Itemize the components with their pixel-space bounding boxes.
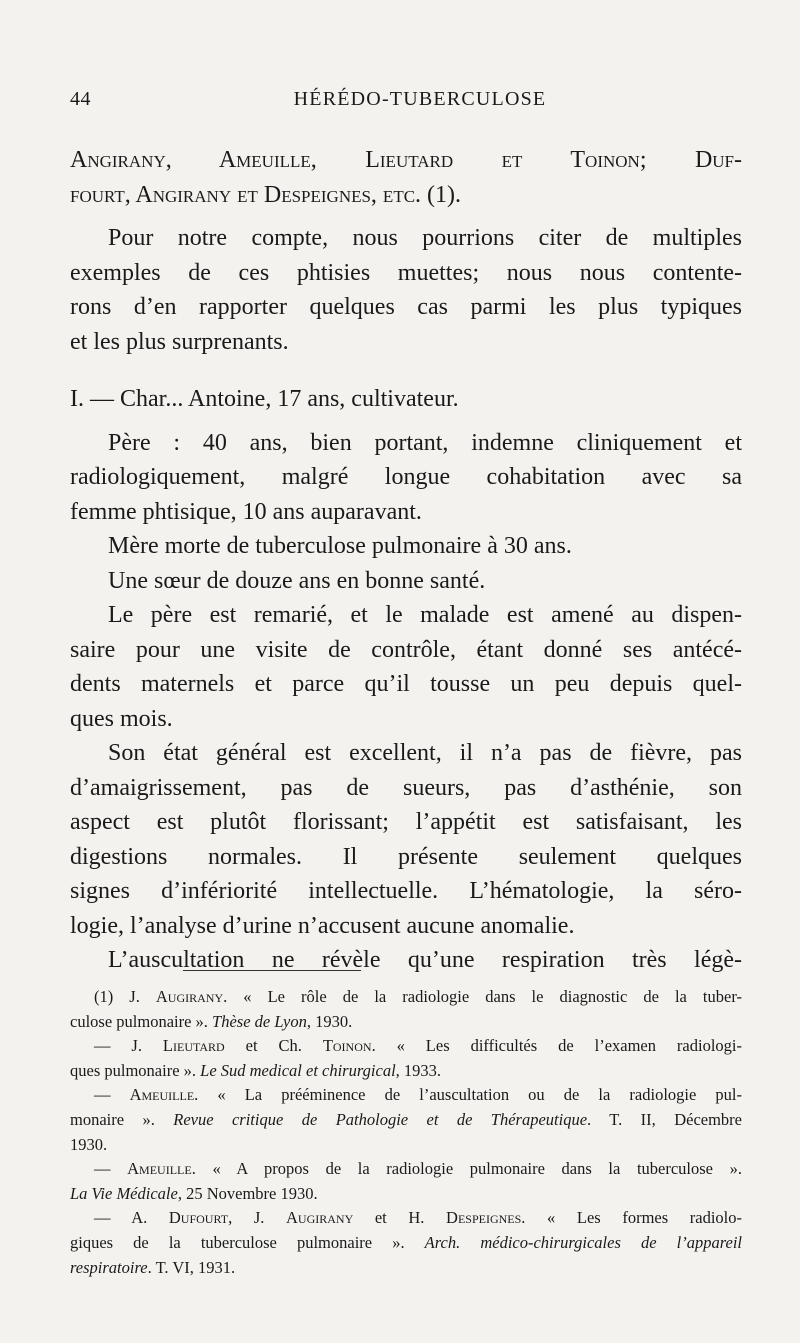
text-line: Mère morte de tuberculose pulmonaire à 30 ans.	[108, 533, 572, 559]
footnote-author: Ameuille	[129, 1085, 195, 1105]
text-line: L’auscultation ne révèle qu’une respiration très légè-	[108, 947, 742, 973]
case-heading: I. — Char... Antoine, 17 ans, cultivateur.	[70, 386, 459, 412]
text-line: Père : 40 ans, bien portant, indemne cliniquement et	[108, 429, 742, 456]
text-line: ques mois.	[70, 705, 173, 732]
footnote-source: respiratoire	[70, 1257, 148, 1277]
footnote-text: giques de la tuberculose pulmonaire ».	[70, 1232, 425, 1252]
footnote-line	[70, 1083, 742, 1108]
footnote-author: Toinon	[322, 1036, 372, 1056]
footnote-prefix: (1) J.	[94, 987, 156, 1006]
footnote-text: ques pulmonaire ».	[70, 1060, 201, 1080]
footnotes	[70, 985, 742, 1280]
text-line: femme phtisique, 10 ans auparavant.	[70, 498, 422, 525]
footnote-source: La Vie Médicale	[70, 1183, 178, 1203]
footnote-rule	[183, 970, 361, 971]
footnote-line	[70, 1182, 742, 1207]
footnote-author: Augirany	[285, 1208, 354, 1228]
text-line: exemples de ces phtisies muettes; nous nous contente-	[70, 259, 742, 286]
text-line: et les plus surprenants.	[70, 328, 289, 355]
text-line: digestions normales. Il présente seulement quelques	[70, 843, 742, 870]
footnote-text: , 1930.	[306, 1011, 353, 1031]
footnote-text: . « Les difficultés de l’examen radiologi-	[371, 1036, 742, 1056]
text-line: Le père est remarié, et le malade est amené au dispen-	[108, 602, 742, 628]
footnote-author: Lieutard	[162, 1036, 225, 1056]
text-line: Son état général est excellent, il n’a pas de fièvre, pas	[108, 740, 742, 766]
footnote-source: Arch. médico-chirurgicales de l’appareil	[424, 1232, 742, 1252]
footnote-line	[70, 1034, 742, 1059]
text-line	[70, 178, 742, 213]
footnote-author: Ameuille	[127, 1159, 192, 1179]
footnote-line	[70, 1059, 742, 1084]
footnote-prefix: — A.	[94, 1208, 169, 1228]
author-list: Angirany, Ameuille, Lieutard et Toinon; Duf-	[70, 147, 742, 173]
footnote-line	[70, 1157, 742, 1182]
footnote-line	[70, 1256, 742, 1281]
text-line: dents maternels et parce qu’il tousse un peu depuis quel-	[70, 671, 742, 697]
footnote-source: Le Sud medical et chirurgical	[200, 1060, 396, 1080]
footnote-line	[70, 1231, 742, 1256]
text-line: Une sœur de douze ans en bonne santé.	[108, 567, 486, 594]
running-title: HÉRÉDO-TUBERCULOSE	[293, 88, 547, 110]
body-text	[70, 143, 742, 978]
footnote-text: et H.	[353, 1208, 447, 1228]
author-list: fourt, Angirany et Despeignes, etc. (1).	[70, 181, 462, 208]
footnote-prefix: —	[94, 1159, 128, 1179]
footnote-line	[70, 1206, 742, 1231]
text-line: d’amaigrissement, pas de sueurs, pas d’asthénie, son	[70, 774, 742, 801]
footnote-text: culose pulmonaire ».	[70, 1011, 213, 1031]
page-header	[70, 88, 730, 118]
footnote-author: Augirany	[155, 987, 224, 1006]
footnote-text: et Ch.	[224, 1036, 323, 1056]
text-line	[70, 143, 742, 178]
text-line: rons d’en rapporter quelques cas parmi les plus typiques	[70, 294, 742, 320]
footnote-line	[70, 1108, 742, 1133]
footnote-text: . « Les formes radiolo-	[521, 1208, 743, 1228]
footnote-source: Revue critique de Pathologie et de Thérapeutique	[173, 1109, 588, 1129]
footnote-text: . T. II, Décembre	[587, 1109, 742, 1129]
footnote-line: 1930.	[70, 1134, 108, 1154]
footnote-text: , 1933.	[395, 1060, 442, 1080]
text-line: aspect est plutôt florissant; l’appétit est satisfaisant, les	[70, 809, 742, 835]
footnote-prefix: —	[94, 1085, 130, 1105]
footnote-prefix: — J.	[94, 1036, 163, 1056]
page-number: 44	[70, 88, 91, 110]
footnote-text: . « La prééminence de l’auscultation ou de la radiologie pul-	[194, 1085, 742, 1105]
text-line: radiologiquement, malgré longue cohabitation avec sa	[70, 464, 742, 490]
footnote-text: , 25 Novembre 1930.	[177, 1183, 318, 1203]
footnote-line	[70, 1010, 742, 1035]
footnote-author: Despeignes	[446, 1208, 522, 1228]
text-line: logie, l’analyse d’urine n’accusent aucune anomalie.	[70, 912, 575, 939]
footnote-source: Thèse de Lyon	[212, 1011, 307, 1031]
text-line: signes d’infériorité intellectuelle. L’hématologie, la séro-	[70, 878, 742, 904]
text-line: Pour notre compte, nous pourrions citer de multiples	[108, 225, 742, 251]
footnote-author: Dufourt	[168, 1208, 229, 1228]
footnote-text: . « A propos de la radiologie pulmonaire dans la tuberculose ».	[191, 1159, 742, 1179]
footnote-text: . « Le rôle de la radiologie dans le diagnostic de la tuber-	[223, 987, 742, 1006]
footnote-text: monaire ».	[70, 1109, 174, 1129]
footnote-text: , J.	[228, 1208, 286, 1228]
footnote-line	[70, 985, 742, 1010]
text-line: saire pour une visite de contrôle, étant donné ses antécé-	[70, 636, 742, 663]
footnote-text: . T. VI, 1931.	[147, 1257, 236, 1277]
